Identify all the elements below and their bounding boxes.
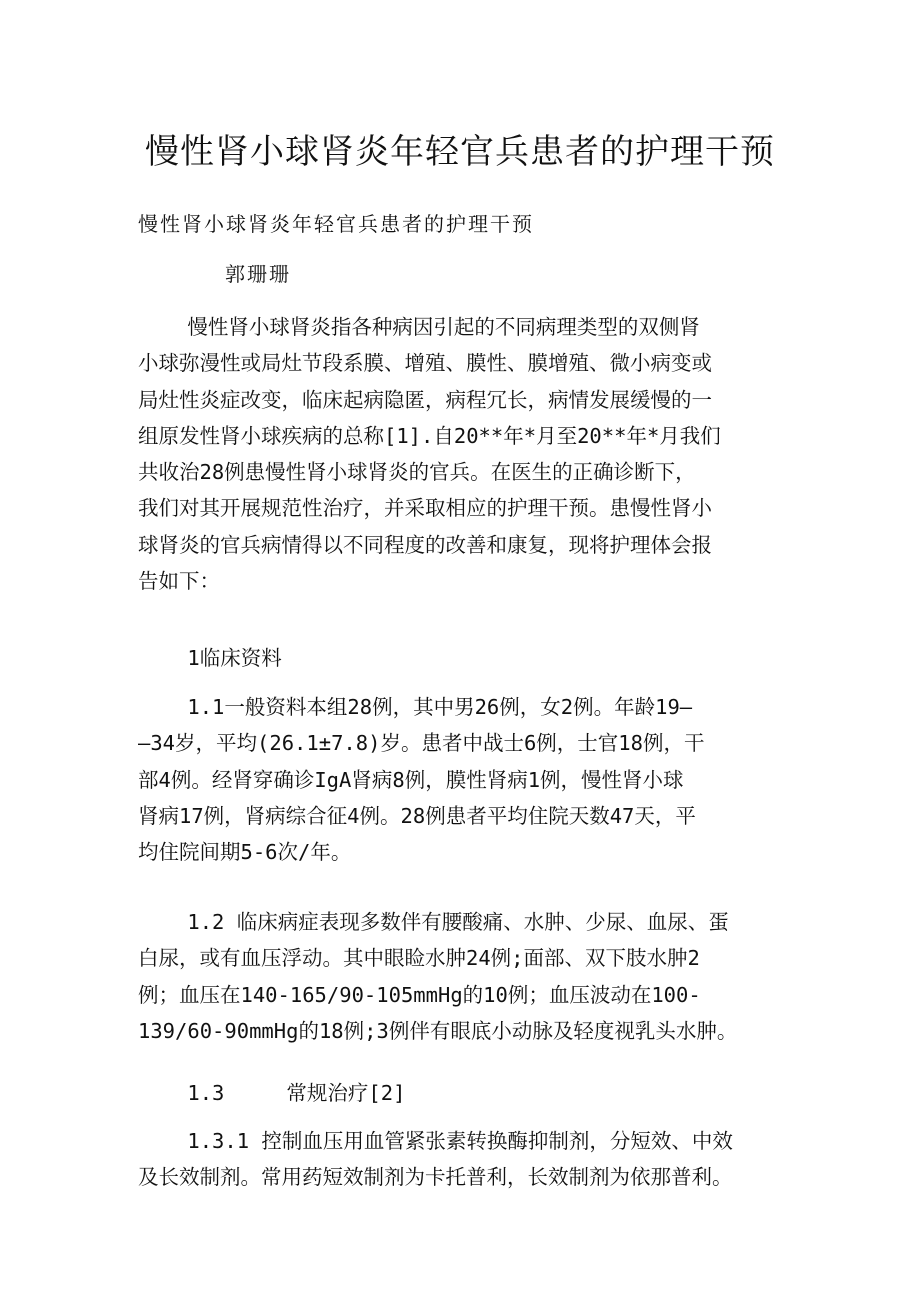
document-title: 慢性肾小球肾炎年轻官兵患者的护理干预 [145, 132, 775, 172]
paragraph-line: 我们对其开展规范性治疗，并采取相应的护理干预。患慢性肾小 [138, 496, 712, 521]
clinical-symptoms-paragraph [138, 904, 788, 1049]
section-heading-clinical-data [138, 640, 788, 676]
paragraph-line: 1.2 临床病症表现多数伴有腰酸痛、水肿、少尿、血尿、蛋 [138, 910, 729, 934]
author-name: 郭珊珊 [225, 262, 291, 286]
paragraph-line: 例；血压在140-165/90-105mmHg的10例；血压波动在100- [138, 982, 701, 1007]
paragraph-line: 139/60-90mmHg的18例;3例伴有眼底小动脉及轻度视乳头水肿。 [138, 1018, 738, 1043]
heading-line: 1临床资料 [138, 646, 282, 670]
section-number: 1.3 [138, 1081, 225, 1105]
paragraph-line: 慢性肾小球肾炎指各种病因引起的不同病理类型的双侧肾 [138, 315, 700, 339]
paragraph-line: 局灶性炎症改变，临床起病隐匿，病程冗长，病情发展缓慢的一 [138, 387, 712, 412]
section-label: 常规治疗[2] [286, 1081, 406, 1105]
paragraph-line: —34岁，平均(26.1±7.8)岁。患者中战士6例，士官18例，干 [138, 731, 705, 756]
document-subtitle: 慢性肾小球肾炎年轻官兵患者的护理干预 [138, 212, 534, 236]
blood-pressure-control-paragraph [138, 1123, 788, 1196]
paragraph-line: 告如下： [138, 569, 220, 594]
intro-paragraph [138, 309, 788, 599]
paragraph-line: 组原发性肾小球疾病的总称[1].自20**年*月至20**年*月我们 [138, 423, 721, 448]
paragraph-line: 1.1一般资料本组28例，其中男26例，女2例。年龄19— [138, 695, 693, 719]
paragraph-line: 白尿，或有血压浮动。其中眼睑水肿24例;面部、双下肢水肿2 [138, 946, 700, 971]
section-heading-routine-treatment [138, 1075, 788, 1111]
paragraph-line: 共收治28例患慢性肾小球肾炎的官兵。在医生的正确诊断下， [138, 460, 696, 485]
general-data-paragraph [138, 689, 788, 870]
paragraph-line: 球肾炎的官兵病情得以不同程度的改善和康复，现将护理体会报 [138, 532, 712, 557]
paragraph-line: 1.3.1 控制血压用血管紧张素转换酶抑制剂，分短效、中效 [138, 1129, 733, 1153]
paragraph-line: 小球弥漫性或局灶节段系膜、增殖、膜性、膜增殖、微小病变或 [138, 351, 712, 376]
paragraph-line: 及长效制剂。常用药短效制剂为卡托普利，长效制剂为依那普利。 [138, 1165, 733, 1190]
paragraph-line: 均住院间期5-6次/年。 [138, 840, 352, 865]
paragraph-line: 部4例。经肾穿确诊IgA肾病8例，膜性肾病1例，慢性肾小球 [138, 767, 684, 792]
heading-line [138, 1075, 788, 1111]
paragraph-line: 肾病17例，肾病综合征4例。28例患者平均住院天数47天，平 [138, 803, 696, 828]
